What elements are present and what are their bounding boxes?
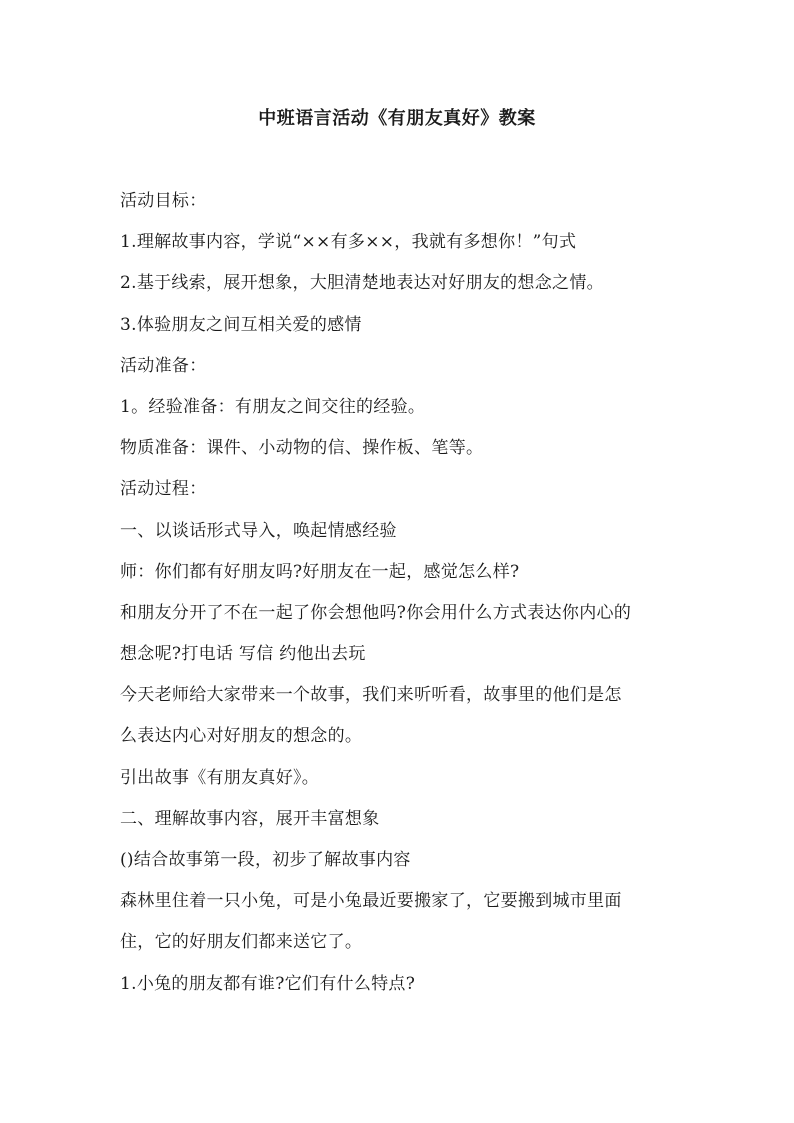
section-heading-preparation: 活动准备： <box>120 355 207 376</box>
preparation-item: 1。经验准备：有朋友之间交往的经验。 <box>120 396 426 417</box>
document-body <box>120 186 680 1010</box>
section-heading-goals: 活动目标： <box>120 191 207 211</box>
document-title: 中班语言活动《有朋友真好》教案 <box>258 108 536 129</box>
paragraph-line: 想念呢?打电话 写信 约他出去玩 <box>120 644 366 665</box>
goal-item: 2.基于线索，展开想象，大胆清楚地表达对好朋友的想念之情。 <box>120 273 604 294</box>
process-step-heading: 一、以谈话形式导入，唤起情感经验 <box>120 520 397 541</box>
paragraph-line: 住，它的好朋友们都来送它了。 <box>120 932 363 953</box>
paragraph-line: 么表达内心对好朋友的想念的。 <box>120 726 363 747</box>
paragraph-line: 引出故事《有朋友真好》。 <box>120 767 320 788</box>
paragraph-line: 和朋友分开了不在一起了你会想他吗?你会用什么方式表达你内心的 <box>120 602 632 623</box>
paragraph-line: ()结合故事第一段，初步了解故事内容 <box>120 850 411 870</box>
paragraph-line: 1.小兔的朋友都有谁?它们有什么特点? <box>120 973 416 994</box>
process-step-heading: 二、理解故事内容，展开丰富想象 <box>120 808 380 829</box>
section-heading-process: 活动过程： <box>120 479 207 500</box>
goal-item: 1.理解故事内容，学说“××有多××，我就有多想你！”句式 <box>120 232 577 253</box>
preparation-item: 物质准备：课件、小动物的信、操作板、笔等。 <box>120 438 484 459</box>
paragraph-line: 森林里住着一只小兔，可是小兔最近要搬家了，它要搬到城市里面 <box>120 891 622 912</box>
paragraph-line: 今天老师给大家带来一个故事，我们来听听看，故事里的他们是怎 <box>120 685 622 706</box>
goal-item: 3.体验朋友之间互相关爱的感情 <box>120 314 362 335</box>
paragraph-line: 师：你们都有好朋友吗?好朋友在一起，感觉怎么样? <box>120 561 520 582</box>
